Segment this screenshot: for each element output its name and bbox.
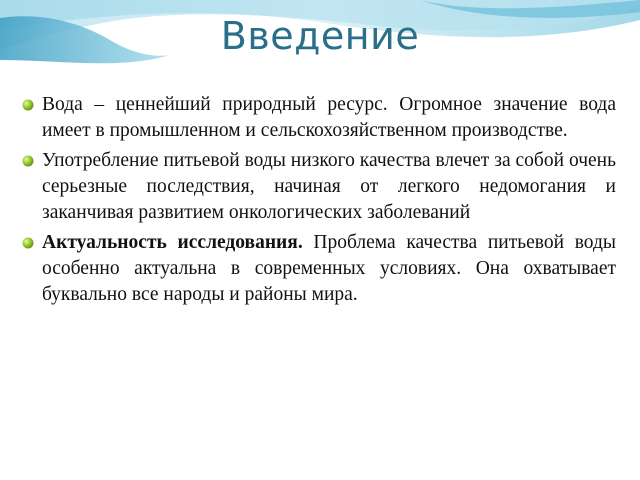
bullet-text: Употребление питьевой воды низкого качества влечет за собой очень серьезные последствия, начиная от легкого недомогания и заканчивая развитием онкологических заболеваний	[42, 150, 616, 223]
bullet-text: Проблема качества питьевой воды особенно актуальна в современных условиях. Она охватывает буквально все народы и районы мира.	[42, 232, 616, 305]
bullet-sphere-icon	[22, 99, 34, 111]
bullet-item	[22, 92, 616, 144]
bullet-item	[22, 148, 616, 226]
bullet-list	[22, 92, 616, 312]
slide-title: Введение	[220, 14, 420, 58]
bullet-sphere-icon	[22, 155, 34, 167]
bullet-item	[22, 230, 616, 308]
bullet-sphere-icon	[22, 237, 34, 249]
bullet-bold-lead: Актуальность исследования.	[42, 232, 303, 253]
bullet-text: Вода – ценнейший природный ресурс. Огромное значение вода имеет в промышленном и сельскохозяйственном производстве.	[42, 94, 616, 141]
